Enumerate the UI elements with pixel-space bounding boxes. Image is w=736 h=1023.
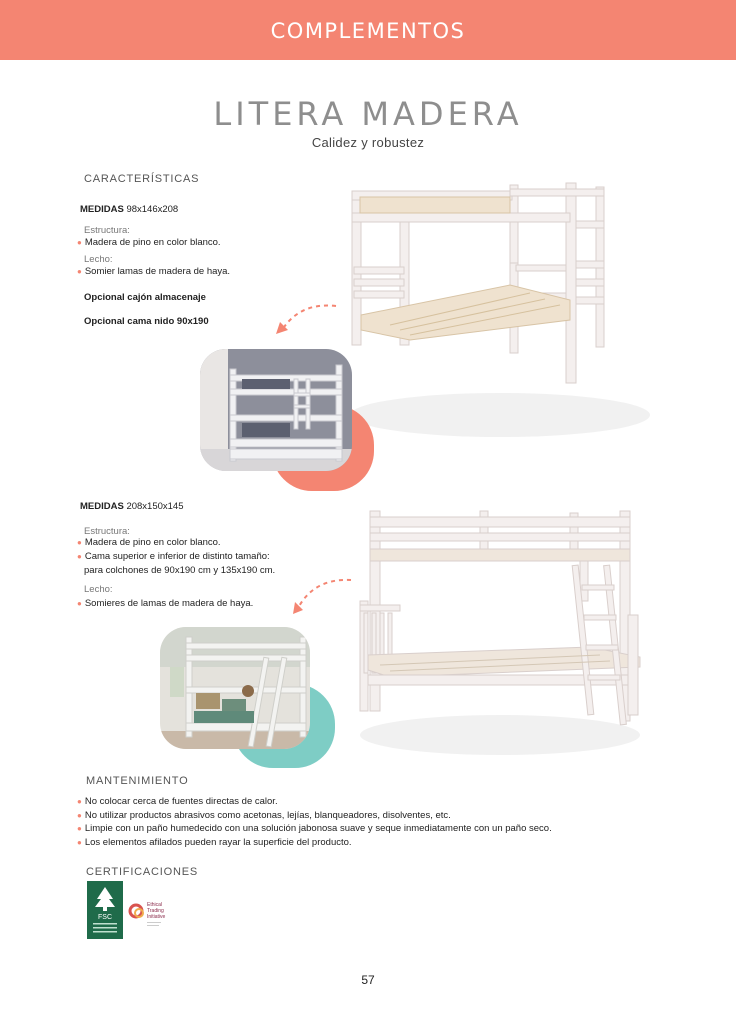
bullet-icon: ●: [77, 838, 82, 847]
bunk-bed-208-image: [350, 505, 650, 775]
page-number: 57: [361, 973, 375, 987]
bed1-size: [80, 204, 178, 215]
bed2-size: [80, 501, 184, 512]
certifications-heading: CERTIFICACIONES: [86, 866, 199, 878]
bed1-base-item: ● Somier lamas de madera de haya.: [77, 266, 231, 277]
bed1-option-trundle: Opcional cama nido 90x190: [84, 316, 209, 327]
bullet-icon: ●: [77, 552, 82, 561]
eti-text-3: Initiative: [147, 914, 166, 920]
fsc-logo-text: FSC: [98, 914, 112, 921]
bunk-bed-room-photo: [200, 349, 352, 471]
bunk-bed-98-image: [330, 175, 660, 455]
kids-bunk-bed-photo: [160, 627, 310, 749]
section-title: COMPLEMENTOS: [270, 19, 466, 43]
bed2-base-label: Lecho:: [84, 584, 113, 595]
features-heading: CARACTERÍSTICAS: [84, 173, 200, 185]
bullet-icon: ●: [77, 797, 82, 806]
bullet-icon: ●: [77, 599, 82, 608]
bed2-structure-item: ● Cama superior e inferior de distinto tamaño:: [77, 551, 270, 562]
bed1-option-drawer: Opcional cajón almacenaje: [84, 292, 206, 303]
bed2-size-label: MEDIDAS: [80, 501, 124, 512]
section-banner: [0, 0, 736, 60]
bed1-structure-label: Estructura:: [84, 225, 130, 236]
bed2-structure-item: ● Madera de pino en color blanco.: [77, 537, 221, 548]
dashed-arrow-icon: [285, 570, 355, 620]
bullet-icon: ●: [77, 538, 82, 547]
eti-text-1: Ethical: [147, 902, 163, 908]
ethical-trading-initiative-logo: [126, 898, 176, 932]
bed2-structure-item-cont: para colchones de 90x190 cm y 135x190 cm.: [84, 565, 276, 576]
dashed-arrow-icon: [270, 298, 340, 343]
bed2-structure-label: Estructura:: [84, 526, 130, 537]
bullet-icon: ●: [77, 267, 82, 276]
bullet-icon: ●: [77, 811, 82, 820]
maintenance-heading: MANTENIMIENTO: [86, 775, 189, 787]
bed1-base-label: Lecho:: [84, 254, 113, 265]
product-subtitle: Calidez y robustez: [311, 135, 425, 150]
maintenance-item: ● Limpie con un paño humedecido con una solución jabonosa suave y seque inmediatamente con un paño seco.: [77, 823, 552, 834]
bed2-size-value: 208x150x145: [126, 501, 184, 512]
bed1-size-label: MEDIDAS: [80, 204, 124, 215]
maintenance-item: ● No utilizar productos abrasivos como acetonas, lejías, blanqueadores, disolventes, etc.: [77, 810, 451, 821]
product-title: LITERA MADERA: [213, 95, 523, 133]
maintenance-item: ● No colocar cerca de fuentes directas de calor.: [77, 796, 278, 807]
fsc-logo: [87, 881, 123, 939]
bullet-icon: ●: [77, 238, 82, 247]
bullet-icon: ●: [77, 824, 82, 833]
maintenance-item: ● Los elementos afilados pueden rayar la superficie del producto.: [77, 837, 352, 848]
eti-text-2: Trading: [147, 908, 164, 914]
bed1-size-value: 98x146x208: [126, 204, 179, 215]
bed1-structure-item: ● Madera de pino en color blanco.: [77, 237, 221, 248]
bed2-base-item: ● Somieres de lamas de madera de haya.: [77, 598, 254, 609]
